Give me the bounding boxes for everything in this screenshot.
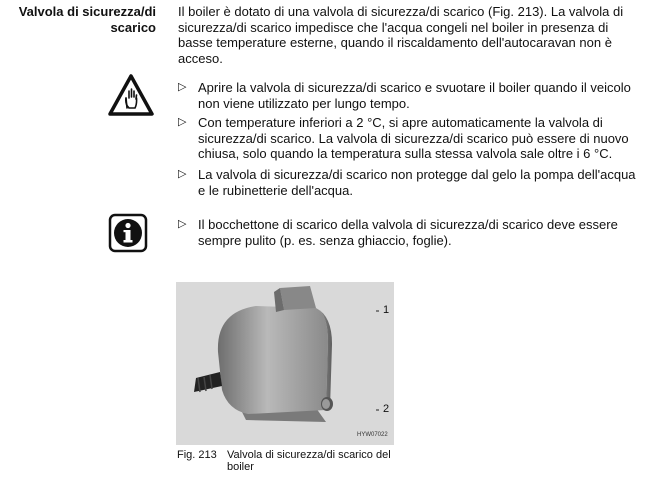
section-title (4, 4, 156, 36)
bullet-marker: ▷ (178, 168, 187, 180)
bullet-marker: ▷ (178, 81, 187, 93)
callout-2: 2 (383, 403, 390, 415)
callout-1: 1 (383, 304, 390, 316)
list-item (178, 80, 640, 111)
list-item (178, 217, 640, 248)
info-icon (108, 213, 148, 258)
section-title-line2: scarico (110, 20, 156, 35)
bullet-marker: ▷ (178, 116, 187, 128)
bullet-text: Aprire la valvola di sicurezza/di scarico e svuotare il boiler quando il veicolo non viene utilizzato per lungo tempo. (198, 80, 631, 111)
figure-caption (177, 449, 407, 473)
bullet-text: La valvola di sicurezza/di scarico non protegge dal gelo la pompa dell'acqua e le rubinetterie dell'acqua. (198, 167, 636, 198)
bullet-text: Con temperature inferiori a 2 °C, si apre automaticamente la valvola di sicurezza/di scarico. La valvola di sicurezza/di scarico può essere di nuovo chiusa, solo quando la temperatura sulla stessa valvola sale oltre i 6 °C. (198, 115, 629, 161)
bullet-marker: ▷ (178, 218, 187, 230)
section-title-line1: Valvola di sicurezza/di (18, 4, 156, 19)
figure-code: HYW07022 (357, 432, 388, 438)
figure-callouts (376, 282, 416, 445)
hand-warning-icon (108, 74, 154, 121)
caption-text: Valvola di sicurezza/di scarico del boiler (227, 449, 391, 473)
bullet-text: Il bocchettone di scarico della valvola di sicurezza/di scarico deve essere sempre pulito (p. es. senza ghiaccio, foglie). (198, 217, 618, 248)
list-item (178, 167, 640, 198)
caption-number: Fig. 213 (177, 449, 217, 461)
valve-figure (176, 282, 394, 445)
list-item (178, 115, 640, 162)
intro-paragraph: Il boiler è dotato di una valvola di sicurezza/di scarico (Fig. 213). La valvola di sicurezza/di scarico impedisce che l'acqua congeli nel boiler in presenza di basse temperature esterne, quando il riscaldamento dell'autocaravan non è acceso. (178, 4, 624, 66)
